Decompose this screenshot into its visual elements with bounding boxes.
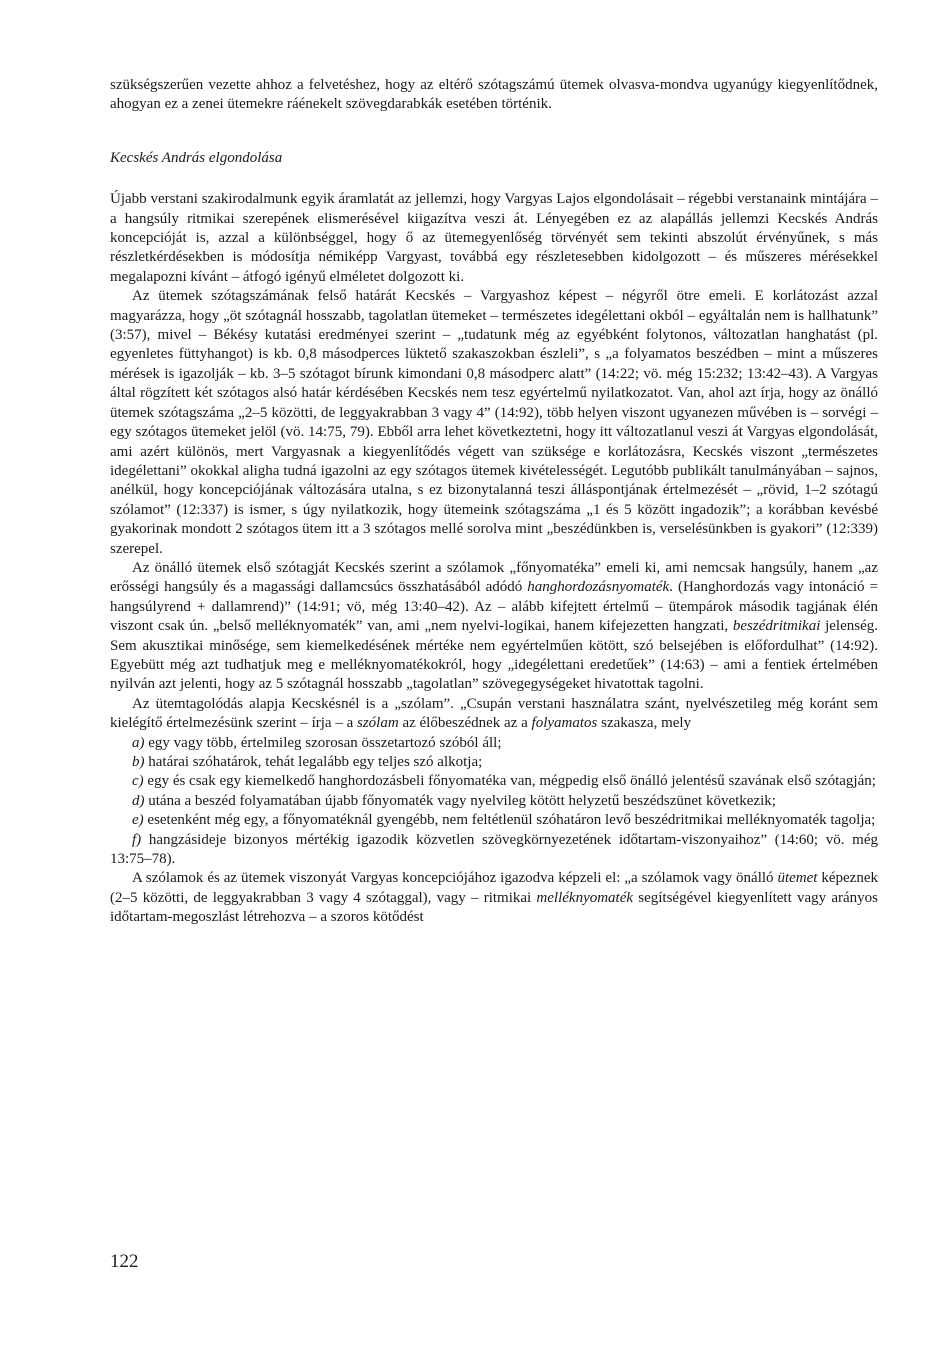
- paragraph-4-part-c: az élőbeszédnek az a: [398, 715, 532, 732]
- paragraph-5: [110, 869, 878, 927]
- list-mark: f): [132, 831, 142, 848]
- list-item-e: [110, 811, 878, 830]
- paragraph-1: Újabb verstani szakirodalmunk egyik áramlatát az jellemzi, hogy Vargyas Lajos elgondolásait – régebbi verstanaink mintájára – a hangsúly ritmikai szerepének elismerésével kiigazítva veszi át. Lényegében ez az alapállás jellemzi Kecskés András koncepcióját is, azzal a különbséggel, hogy ő az ütemegyenlőség törvényét sem tekinti abszolút érvényűnek, s más részletkérdésekben is módosítja némiképp Vargyast, továbbá egy részletesebben kidolgozott – és műszeres mérésekkel megalapozni kívánt – átfogó igényű elméletet dolgozott ki.: [110, 191, 878, 285]
- page-text: [110, 76, 878, 928]
- list-text: egy és csak egy kiemelkedő hanghordozásbeli főnyomatéka van, mégpedig első önálló jelentésű szavának első szótagján;: [147, 773, 876, 790]
- list-mark: a): [132, 734, 145, 751]
- page-number: 122: [110, 1251, 139, 1272]
- list-mark: c): [132, 773, 144, 790]
- paragraph-5-part-e: segítségével kiegyenlített vagy arányos időtartam-megoszlást létrehozva – a szoros kötődést: [110, 889, 878, 926]
- paragraph-continuation: szükségszerűen vezette ahhoz a felvetéshez, hogy az eltérő szótagszámú ütemek olvasva-mondva ugyanúgy kiegyenlítődnek, ahogyan ez a zenei ütemekre ráénekelt szövegdarabkák esetében történik.: [110, 77, 878, 113]
- section-heading: Kecskés András elgondolása: [110, 149, 283, 166]
- list-text: hangzásideje bizonyos mértékig igazodik közvetlen szövegkörnyezetének időtartam-viszonyaihoz” (14:60; vö. még 13:75–78).: [110, 831, 879, 868]
- list-item-d: [110, 792, 878, 811]
- paragraph-3: [110, 559, 878, 695]
- paragraph-5-part-a: A szólamok és az ütemek viszonyát Vargyas koncepciójához igazodva képzeli el: „a szólamok vagy önálló: [132, 870, 778, 887]
- list-item-c: [110, 772, 878, 791]
- list-text: utána a beszéd folyamatában újabb főnyomaték vagy nyelvileg kötött helyzetű beszédszünet következik;: [148, 792, 776, 809]
- list-mark: e): [132, 812, 144, 829]
- list-mark: b): [132, 754, 145, 770]
- paragraph-3-part-c: . (Hanghordozás vagy intonáció = hangsúlyrend + dallamrend)” (14:91; vö, még 13:40–42). Az – alább kifejtett értelmű – ütempárok második tagjának élén viszont csak ún. „belső melléknyomaték” van, ami „nem nyelvi-logikai, hanem kifejezetten hangzati,: [110, 579, 878, 635]
- list-text: egy vagy több, értelmileg szorosan összetartozó szóból áll;: [148, 734, 502, 751]
- term-szolam: szólam: [357, 715, 399, 732]
- list-text: esetenként még egy, a főnyomatéknál gyengébb, nem feltétlenül szóhatáron levő beszédritmikai melléknyomaték tagolja;: [147, 812, 876, 829]
- paragraph-3-part-e: jelenség. Sem akusztikai minősége, sem kiemelkedésének mértéke nem egyértelműen kötött, szó belsejében is előfordulhat” (14:92). Egyebütt még azt tudhatjuk meg e melléknyomatékokról, hogy „idegélettani eredetűek” (14:63) – ami a fentiek értelmében nyilván azt jelenti, hogy az 5 szótagnál hosszabb „tagolatlan” szövegegységeket hivatottak tagolni.: [110, 618, 878, 693]
- paragraph-2: Az ütemek szótagszámának felső határát Kecskés – Vargyashoz képest – négyről ötre emeli. E korlátozást azzal magyarázza, hogy „öt szótagnál hosszabb, tagolatlan ütemeket – természetes idegélettani okból – egyáltalán nem is hallhatunk” (3:57), mivel – Békésy kutatási eredményei szerint – „tudatunk még az egyébként folytonos, változatlan hanghatást (pl. egyenletes füttyhangot) is kb. 0,8 másodperces lüktető szakaszokban észleli”, s „a folyamatos beszédben – mint a műszeres mérések is igazolják – kb. 3–5 szótagot bírunk kimondani 0,8 másodperc alatt” (14:22; vö. még 15:232; 13:42–43). A Vargyas által rögzített két szótagos alsó határ kérdésében Kecskés nem tesz egyértelmű nyilatkozatot. Van, ahol azt írja, hogy az önálló ütemek szótagszáma „2–5 közötti, de leggyakrabban 3 vagy 4” (14:92), több helyen viszont ugyanezen művében is – sorvégi – egy szótagos ütemeket jelöl (vö. 14:75, 79). Ebből arra lehet következtetni, hogy itt változatlanul veszi át Vargyas elgondolását, ami azért különös, mert Vargyasnak a kiegyenlítődés végett van szüksége e korlátozásra, Kecskés viszont „természetes idegélettani” okokkal aligha tudná igazolni az egy szótagos ütemek kivételességét. Legutóbb publikált tanulmányában – sajnos, anélkül, hogy koncepciójának változására utalna, s ez bizonytalanná teszi álláspontjának értelmezését – „rövid, 1–2 szótagú szólamot” (12:337) is ismer, s úgy nyilatkozik, hogy ütemeink szótagszáma „1 és 5 között ingadozik”; a korábban kevésbé gyakorinak mondott 2 szótagos ütem itt a 3 szótagos mellé sorolva mint „beszédünkben is, verselésünkben is gyakori” (12:339) szerepel.: [110, 288, 878, 557]
- list-text: határai szóhatárok, tehát legalább egy teljes szó alkotja;: [148, 754, 483, 770]
- term-hanghordozasnyomatek: hanghordozásnyomaték: [527, 579, 670, 596]
- paragraph-4-part-a: Az ütemtagolódás alapja Kecskésnél is a „szólam”. „Csupán verstani használatra szánt, nyelvészetileg még koránt sem kielégítő értelmezésünk szerint – írja – a: [110, 695, 878, 732]
- paragraph-5-part-c: képeznek (2–5 közötti, de leggyakrabban 3 vagy 4 szótaggal), vagy – ritmikai: [110, 870, 878, 906]
- list-item-b: [110, 753, 878, 772]
- term-mellek-nyomatek: melléknyomaték: [536, 889, 634, 906]
- term-utemet: ütemet: [777, 870, 818, 887]
- list-mark: d): [132, 792, 145, 809]
- paragraph-3-part-a: Az önálló ütemek első szótagját Kecskés szerint a szólamok „főnyomatéka” emeli ki, ami nemcsak hangsúly, hanem „az erősségi hangsúly és a magassági dallamcsúcs összhatásából adódó: [110, 559, 878, 596]
- paragraph-4-part-e: szakasza, mely: [597, 715, 692, 732]
- list-item-a: [110, 734, 878, 753]
- paragraph-4: [110, 695, 878, 734]
- term-beszedritmikai: beszédritmikai: [732, 618, 821, 635]
- list-item-f: [110, 831, 878, 870]
- term-folyamatos: folyamatos: [531, 715, 598, 732]
